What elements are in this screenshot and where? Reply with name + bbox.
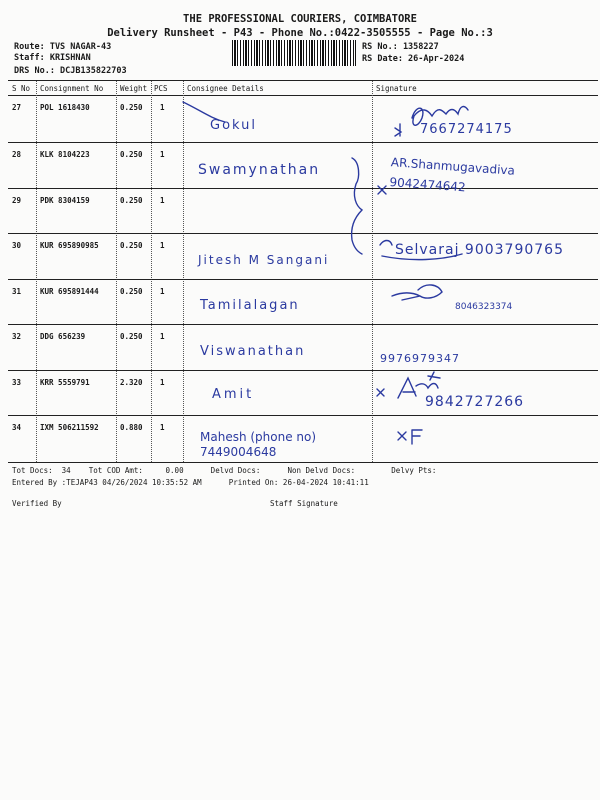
- row-pcs: 1: [160, 378, 165, 387]
- consignee-handwriting: Tamilalagan: [200, 298, 300, 313]
- company-title: THE PROFESSIONAL COURIERS, COIMBATORE: [183, 13, 417, 25]
- row-pcs: 1: [160, 150, 165, 159]
- row-consignment-no: PDK 8304159: [40, 196, 90, 205]
- signature-handwriting: 9976979347: [380, 352, 460, 365]
- row-weight: 0.250: [120, 196, 143, 205]
- cross-mark: [378, 186, 386, 194]
- row-sno: 31: [12, 287, 22, 296]
- signature-scribble: [395, 107, 468, 136]
- col-header-consignment: Consignment No: [40, 84, 104, 93]
- consignee-handwriting: Jitesh M Sangani: [198, 253, 330, 267]
- totals-line: Tot Docs: 34 Tot COD Amt: 0.00 Delvd Docs: Non Delvd Docs: Delvy Pts:: [12, 466, 437, 475]
- signature-handwriting: Selvaraj 9003790765: [395, 242, 565, 258]
- row-weight: 0.250: [120, 103, 143, 112]
- row-sno: 29: [12, 196, 22, 205]
- row-pcs: 1: [160, 423, 165, 432]
- consignee-handwriting: Swamynathan: [198, 162, 321, 178]
- route-label: Route: TVS NAGAR-43: [14, 42, 112, 52]
- signature-scribble: [412, 430, 422, 444]
- row-pcs: 1: [160, 241, 165, 250]
- row-weight: 0.250: [120, 241, 143, 250]
- row-pcs: 1: [160, 196, 165, 205]
- row-weight: 0.250: [120, 287, 143, 296]
- staff-label: Staff: KRISHNAN: [14, 53, 91, 63]
- row-sno: 27: [12, 103, 22, 112]
- row-weight: 0.250: [120, 150, 143, 159]
- bracket-stroke: [352, 158, 362, 254]
- col-header-weight: Weight: [120, 84, 148, 93]
- col-header-signature: Signature: [376, 84, 417, 93]
- row-consignment-no: KUR 695890985: [40, 241, 99, 250]
- row-consignment-no: KUR 695891444: [40, 287, 99, 296]
- rs-date: RS Date: 26-Apr-2024: [362, 54, 465, 64]
- row-consignment-no: IXM 506211592: [40, 423, 99, 432]
- consignee-handwriting: Gokul: [210, 118, 258, 133]
- signature-handwriting: 7667274175: [420, 122, 513, 137]
- row-pcs: 1: [160, 287, 165, 296]
- cross-mark: [377, 389, 384, 396]
- signature-scribble: [380, 241, 462, 260]
- signature-scribble: [392, 285, 442, 300]
- row-consignment-no: POL 1618430: [40, 103, 90, 112]
- row-sno: 32: [12, 332, 22, 341]
- signature-handwriting: AR.Shanmugavadiva 9042474642: [389, 155, 516, 195]
- row-sno: 33: [12, 378, 22, 387]
- row-pcs: 1: [160, 103, 165, 112]
- verified-by-label: Verified By: [12, 499, 62, 508]
- col-header-consignee: Consignee Details: [187, 84, 264, 93]
- row-consignment-no: KRR 5559791: [40, 378, 90, 387]
- row-sno: 28: [12, 150, 22, 159]
- consignee-handwriting: Mahesh (phone no) 7449004648: [200, 430, 317, 459]
- entered-by-line: Entered By :TEJAP43 04/26/2024 10:35:52 AM Printed On: 26-04-2024 10:41:11: [12, 478, 369, 487]
- consignee-handwriting: Amit: [212, 387, 255, 402]
- signature-scribble: [398, 372, 440, 398]
- col-header-pcs: PCS: [154, 84, 168, 93]
- signature-handwriting: 9842727266: [425, 394, 525, 410]
- drs-number: DRS No.: DCJB135822703: [14, 66, 127, 76]
- row-pcs: 1: [160, 332, 165, 341]
- row-sno: 34: [12, 423, 22, 432]
- row-consignment-no: KLK 8104223: [40, 150, 90, 159]
- row-sno: 30: [12, 241, 22, 250]
- row-weight: 2.320: [120, 378, 143, 387]
- row-weight: 0.250: [120, 332, 143, 341]
- runsheet-subtitle: Delivery Runsheet - P43 - Phone No.:0422-3505555 - Page No.:3: [107, 27, 493, 39]
- signature-handwriting: 8046323374: [455, 302, 513, 312]
- row-weight: 0.880: [120, 423, 143, 432]
- col-header-sno: S No: [12, 84, 31, 93]
- rs-number: RS No.: 1358227: [362, 42, 439, 52]
- connector-stroke: [183, 102, 225, 122]
- consignee-handwriting: Viswanathan: [200, 344, 306, 359]
- row-consignment-no: DDG 656239: [40, 332, 86, 341]
- cross-mark: [398, 432, 406, 440]
- staff-signature-label: Staff Signature: [270, 499, 338, 508]
